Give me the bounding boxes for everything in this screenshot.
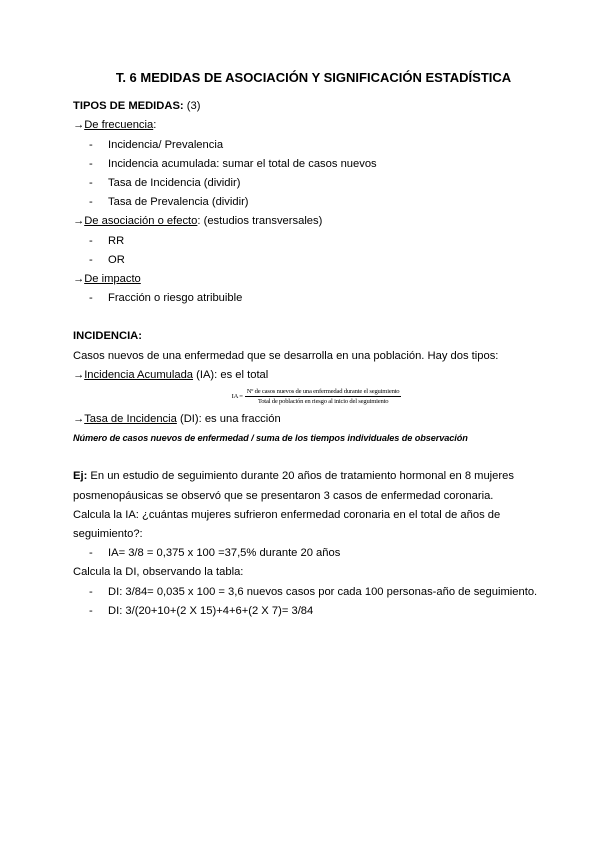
ejemplo-question-ia: Calcula la IA: ¿cuántas mujeres sufrieron enfermedad coronaria en el total de años de seguimiento?: (73, 508, 501, 541)
tipos-heading-line (73, 97, 540, 116)
asociacion-line (73, 212, 540, 231)
ia-label: Incidencia Acumulada (84, 368, 194, 381)
asociacion-label: De asociación o efecto (84, 215, 198, 228)
arrow-icon: → (73, 413, 85, 426)
arrow-icon: → (73, 119, 85, 132)
di-answer-list (73, 583, 540, 621)
ejemplo-text: En un estudio de seguimiento durante 20 años de tratamiento hormonal en 8 mujeres posmenopáusicas se observó que se presentaron 3 casos de enfermedad coronaria. (73, 470, 514, 502)
list-item: - DI: 3/84= 0,035 x 100 = 3,6 nuevos casos por cada 100 personas-año de seguimiento. (73, 583, 540, 602)
arrow-icon: → (73, 368, 85, 381)
frecuencia-label: De frecuencia (84, 119, 154, 132)
impacto-list (73, 289, 540, 308)
list-item: - Tasa de Incidencia (dividir) (73, 174, 540, 193)
di-note: Número de casos nuevos de enfermedad / suma de los tiempos individuales de observación (73, 433, 468, 444)
frecuencia-list (73, 136, 540, 213)
spacer (73, 308, 540, 327)
incidencia-intro: Casos nuevos de una enfermedad que se desarrolla en una población. Hay dos tipos: (73, 349, 499, 362)
formula-lhs: IA = (231, 393, 243, 401)
ia-answer-list (73, 544, 540, 563)
incidencia-heading: INCIDENCIA: (73, 330, 142, 343)
formula-fraction (245, 387, 402, 406)
ejemplo-label: Ej: (73, 470, 88, 483)
asociacion-list (73, 232, 540, 270)
page-title: T. 6 MEDIDAS DE ASOCIACIÓN Y SIGNIFICACIÓN ESTADÍSTICA (115, 70, 512, 85)
di-line (73, 410, 540, 429)
ia-line (73, 366, 540, 385)
tipos-heading: TIPOS DE MEDIDAS: (73, 100, 184, 113)
frecuencia-suffix: : (153, 119, 157, 132)
arrow-icon: → (73, 273, 85, 286)
impacto-label: De impacto (84, 273, 141, 286)
list-item: - Tasa de Prevalencia (dividir) (73, 193, 540, 212)
di-label: Tasa de Incidencia (84, 413, 177, 426)
ejemplo-paragraph (73, 467, 540, 505)
asociacion-suffix: : (estudios transversales) (197, 215, 323, 228)
ejemplo-question-di: Calcula la DI, observando la tabla: (73, 566, 244, 579)
ia-suffix: (IA): es el total (193, 368, 269, 381)
list-item: - Incidencia/ Prevalencia (73, 136, 540, 155)
impacto-line (73, 270, 540, 289)
frecuencia-line (73, 116, 540, 135)
spacer (73, 448, 540, 467)
list-item: - RR (73, 232, 540, 251)
tipos-count: (3) (183, 100, 201, 113)
di-suffix: (DI): es una fracción (176, 413, 281, 426)
list-item: - IA= 3/8 = 0,375 x 100 =37,5% durante 20 años (73, 544, 540, 563)
list-item: - Incidencia acumulada: sumar el total de casos nuevos (73, 155, 540, 174)
arrow-icon: → (73, 215, 85, 228)
list-item: - OR (73, 251, 540, 270)
formula-numerator: Nº de casos nuevos de una enfermedad durante el seguimiento (246, 388, 400, 396)
list-item: - DI: 3/(20+10+(2 X 15)+4+6+(2 X 7)= 3/84 (73, 602, 540, 621)
formula-denominator: Total de población en riesgo al inicio del seguimiento (257, 398, 389, 406)
list-item: - Fracción o riesgo atribuible (73, 289, 540, 308)
ia-formula (73, 387, 540, 406)
